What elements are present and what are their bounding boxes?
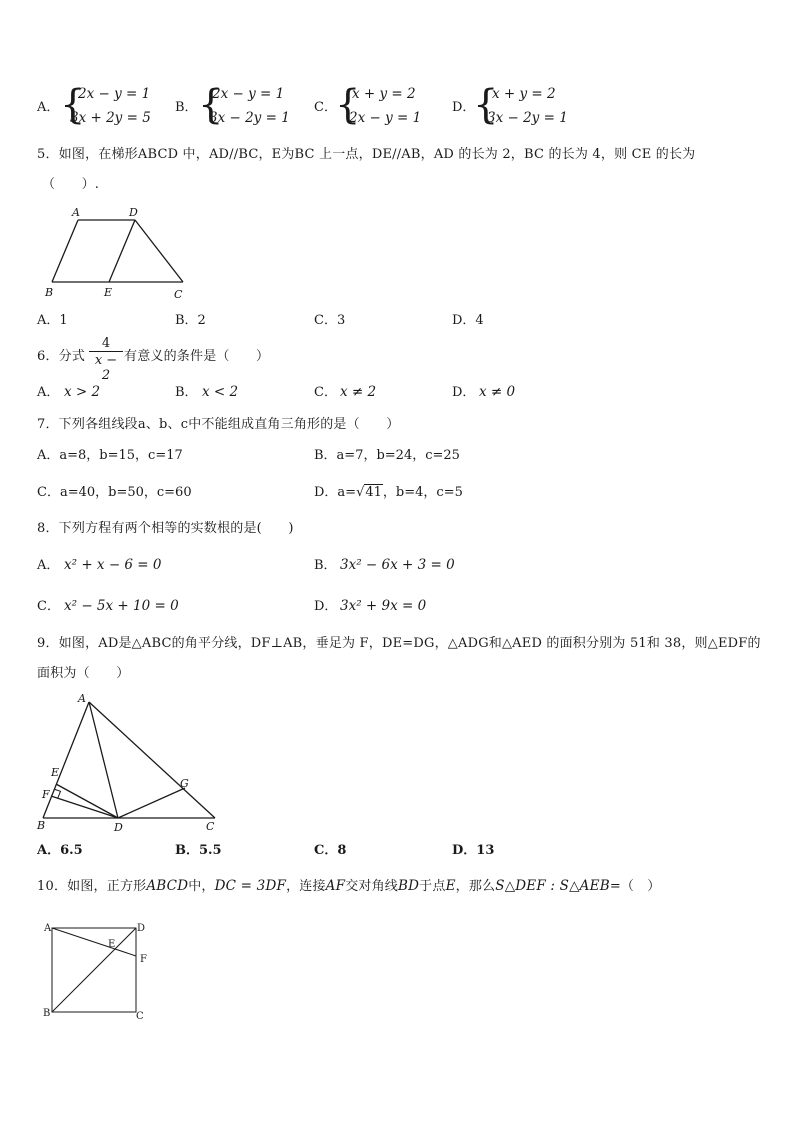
q9-option-d: D．13 [452,843,495,858]
q4-option-b-eq1: 2x − y = 1 [212,86,285,102]
q4-option-d-eq1: x + y = 2 [492,86,556,102]
q5-stem: 5．如图，在梯形ABCD 中，AD//BC，E为BC 上一点，DE//AB，AD 的长为 2，BC 的长为 4，则 CE 的长为 [37,147,696,162]
q6-suffix: 有意义的条件是（ ） [124,349,270,364]
q4-option-d-eq2: 3x − 2y = 1 [487,110,568,126]
q6-fraction [89,336,123,383]
q4-option-a-eq1: 2x − y = 1 [78,86,151,102]
q4-option-c-brace: { [335,82,361,128]
q9-label-d: D [114,821,123,834]
q10-stem-b: 中， [188,879,215,894]
q8-option-a-letter: A． [37,558,60,573]
q10-label-e: E [108,939,116,950]
q10-stem-f: ，那么 [455,879,496,894]
q10-label-a: A [44,923,52,934]
q6-option-c-letter: C． [314,385,337,400]
q10-square-figure [38,918,158,1026]
q4-option-a-letter: A． [37,100,60,115]
q9-label-g: G [180,777,189,790]
q5-label-a: A [72,206,80,219]
q4-option-b-eq2: 3x − 2y = 1 [209,110,290,126]
q7-option-b: B．a=7，b=24，c=25 [314,448,460,463]
q8-option-d-expr: 3x² + 9x = 0 [340,598,427,614]
q6-option-c-expr: x ≠ 2 [340,384,377,400]
q5-trapezoid-figure [40,203,195,303]
q10-stem-g: =（ ） [609,879,661,894]
q7-stem: 7．下列各组线段a、b、c中不能组成直角三角形的是（ ） [37,417,400,432]
q4-option-d-brace: { [473,82,499,128]
q6-numerator: 4 [101,336,111,351]
q9-option-a: A．6.5 [37,843,83,858]
q8-option-b-expr: 3x² − 6x + 3 = 0 [340,557,455,573]
q9-option-c: C．8 [314,843,347,858]
q10-stem-d: 交对角线 [345,879,399,894]
q6-denominator: x − 2 [89,351,123,383]
q7-option-d-prefix: D．a= [314,485,357,500]
q10-stem-c: ，连接 [286,879,326,894]
q10-label-c: C [136,1011,144,1022]
q7-option-d: D．a=√41，b=4，c=5 [314,485,463,500]
q10-segment-af: AF [325,878,346,894]
q10-label-f: F [140,954,147,965]
q8-option-c-expr: x² − 5x + 10 = 0 [64,598,179,614]
q4-option-b-letter: B． [175,100,198,115]
q4-option-c-letter: C． [314,100,337,115]
q10-stem [37,880,661,894]
q9-stem-line1: 9．如图，AD是△ABC的角平分线，DF⊥AB，垂足为 F，DE=DG，△ADG和△AED 的面积分别为 51和 38，则△EDF的 [37,636,761,651]
q9-label-e: E [51,766,60,779]
q5-label-d: D [129,206,138,219]
q7-option-c: C．a=40，b=50，c=60 [37,485,192,500]
q5-option-d: D．4 [452,313,484,328]
q6-prefix: 6．分式 [37,349,86,364]
q8-option-a-expr: x² + x − 6 = 0 [64,557,162,573]
q7-option-d-sqrt: 41 [365,485,382,500]
q10-condition: DC = 3DF [214,878,287,894]
q10-label-b: B [43,1008,51,1019]
q10-point-e: E [445,878,456,894]
q8-option-b-letter: B． [314,558,337,573]
q10-ratio: S△DEF : S△AEB [495,878,610,894]
q6-option-b-expr: x < 2 [202,384,239,400]
q7-option-a: A．a=8，b=15，c=17 [37,448,183,463]
q9-triangle-figure [34,688,224,836]
q6-option-a-expr: x > 2 [64,384,101,400]
q7-option-d-suffix: ，b=4，c=5 [382,485,463,500]
q6-option-d-expr: x ≠ 0 [479,384,516,400]
q9-stem-line2: 面积为（ ） [37,666,130,681]
q10-stem-e: 于点 [419,879,446,894]
q10-label-d: D [137,923,146,934]
q8-option-d-letter: D． [314,599,338,614]
q6-option-a-letter: A． [37,385,60,400]
q9-option-b: B．5.5 [175,843,222,858]
q10-stem-a: 10．如图，正方形 [37,879,147,894]
q5-label-e: E [104,286,113,299]
q4-option-c-eq1: x + y = 2 [352,86,416,102]
q9-label-b: B [37,819,46,832]
q5-option-c: C．3 [314,313,346,328]
q4-option-b-brace: { [198,82,224,128]
q4-option-a-brace: { [60,82,86,128]
q9-label-f: F [42,788,50,801]
q4-option-a-eq2: 3x + 2y = 5 [70,110,151,126]
q5-label-b: B [45,286,54,299]
q9-label-c: C [206,820,215,833]
q8-stem: 8．下列方程有两个相等的实数根的是( ) [37,521,294,536]
q5-option-b: B．2 [175,313,206,328]
q8-option-c-letter: C． [37,599,60,614]
q6-option-b-letter: B． [175,385,198,400]
q6-option-d-letter: D． [452,385,476,400]
q5-label-c: C [174,288,183,301]
q10-segment-bd: BD [398,878,420,894]
q9-label-a: A [78,692,86,705]
q4-option-c-eq2: 2x − y = 1 [349,110,422,126]
q5-option-a: A．1 [37,313,68,328]
q4-option-d-letter: D． [452,100,476,115]
q5-paren: （ ）. [42,177,100,192]
q10-square-name: ABCD [146,878,189,894]
